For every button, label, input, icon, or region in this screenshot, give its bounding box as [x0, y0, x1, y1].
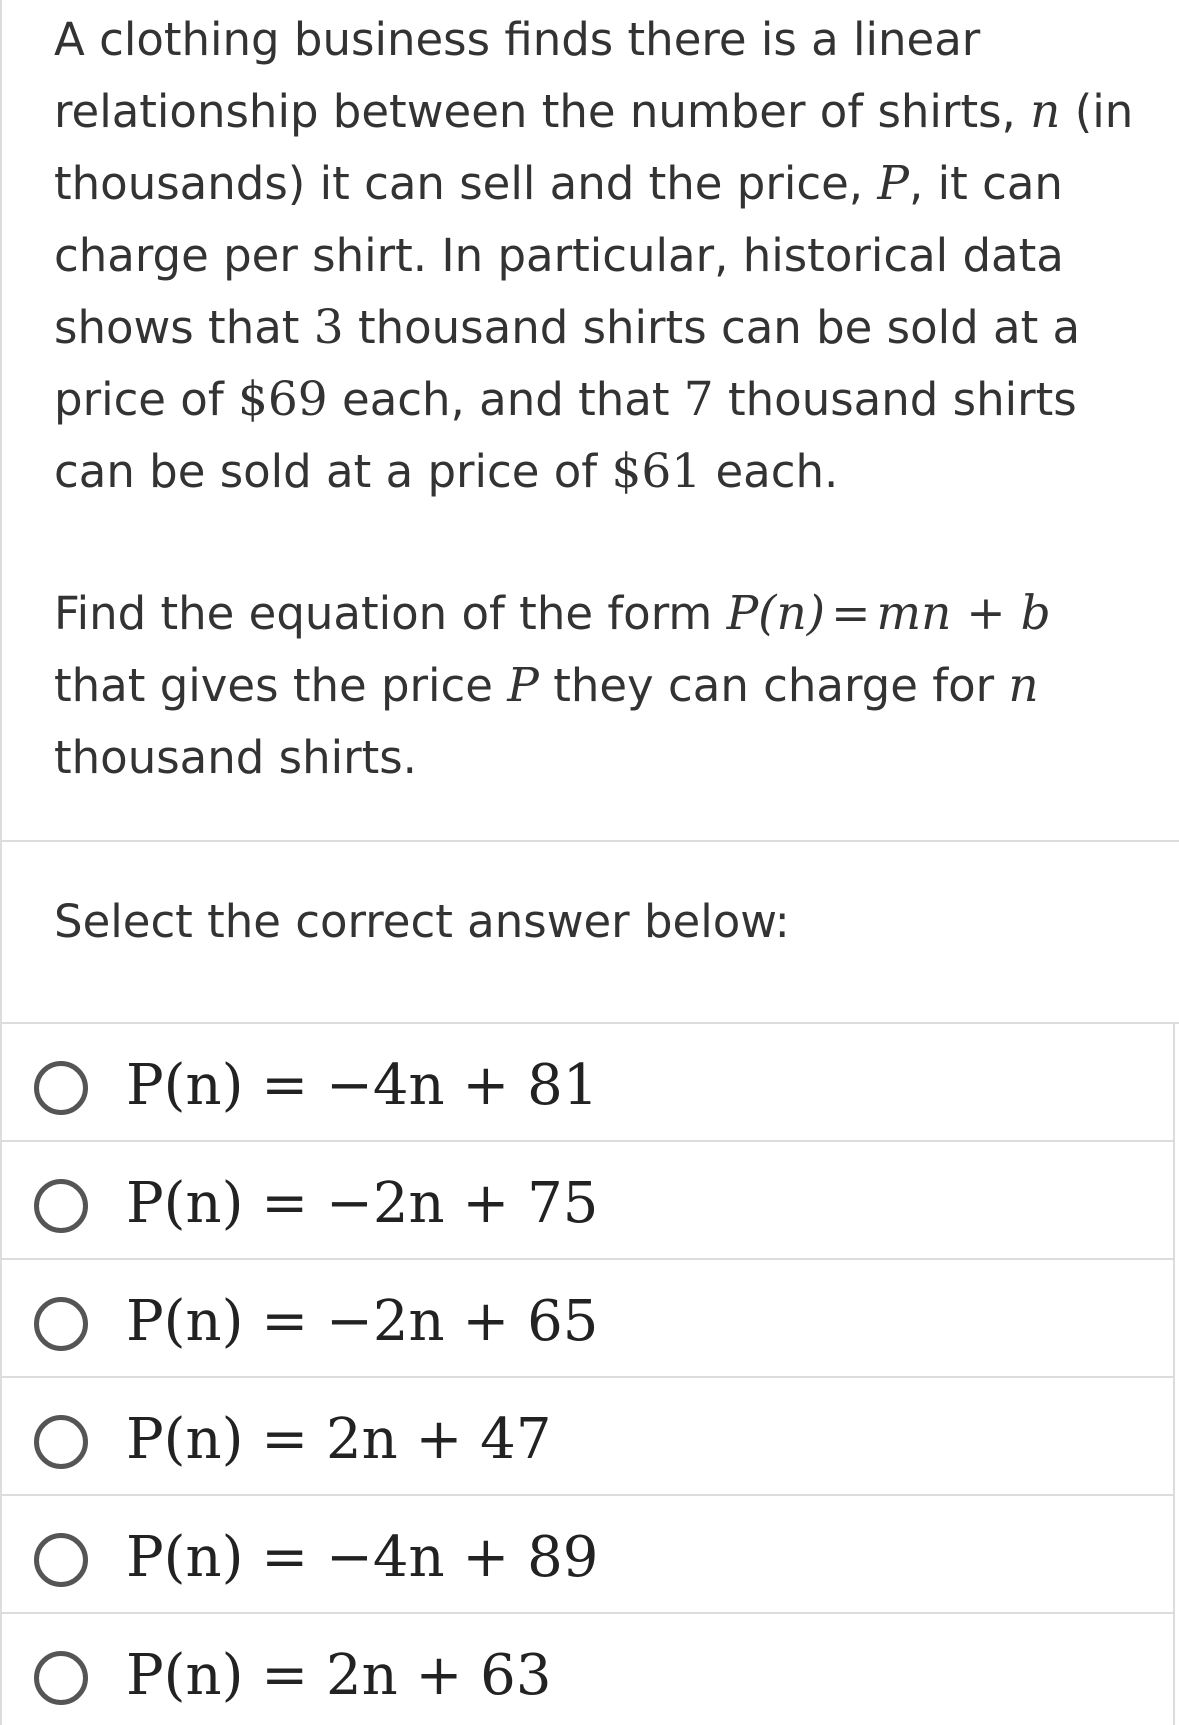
- answer-option-label: P(n) = −2n + 65: [126, 1289, 599, 1354]
- answer-option[interactable]: [2, 1378, 1175, 1496]
- question-text: they can charge for: [538, 659, 1009, 712]
- question-text: thousand shirts can be sold at a price of: [54, 373, 1077, 498]
- answer-option-label: P(n) = −4n + 81: [126, 1053, 599, 1118]
- answer-option[interactable]: [2, 1260, 1175, 1378]
- question-text: , it can charge per shirt. In particular, historical data shows that: [54, 157, 1064, 354]
- answer-option[interactable]: [2, 1024, 1175, 1142]
- radio-button[interactable]: [34, 1651, 88, 1705]
- radio-button[interactable]: [34, 1061, 88, 1115]
- question-instruction: [54, 578, 1134, 794]
- answer-prompt: Select the correct answer below:: [54, 895, 790, 948]
- math-variable-p: P: [507, 658, 539, 713]
- question-text: Find the equation of the form: [54, 587, 727, 640]
- answer-option[interactable]: [2, 1614, 1175, 1725]
- answer-options: [2, 1024, 1175, 1725]
- question-text: each, and that: [327, 373, 684, 426]
- question-text: each.: [701, 445, 839, 498]
- question-text: that gives the price: [54, 659, 508, 712]
- answer-option-label: P(n) = −2n + 75: [126, 1171, 599, 1236]
- question-text: (in thousands) it can sell and the price,: [54, 85, 1134, 210]
- answer-option[interactable]: [2, 1496, 1175, 1614]
- math-equation-lhs: P(n): [726, 586, 826, 641]
- math-variable-p: P: [877, 156, 910, 211]
- math-variable-n: n: [1030, 84, 1061, 139]
- math-price: $61: [611, 444, 702, 499]
- question-text: A clothing business finds there is a linear relationship between the number of shirts,: [54, 13, 1031, 138]
- math-variable-n: n: [1008, 658, 1039, 713]
- math-equals: =: [831, 586, 871, 641]
- radio-button[interactable]: [34, 1415, 88, 1469]
- radio-button[interactable]: [34, 1179, 88, 1233]
- question-text: thousand shirts can be sold at a price of: [54, 301, 1081, 426]
- answer-prompt-panel: [2, 842, 1179, 1024]
- math-price: $69: [237, 372, 328, 427]
- radio-button[interactable]: [34, 1297, 88, 1351]
- question-paragraph: [54, 4, 1134, 508]
- question-panel: [2, 0, 1179, 842]
- answer-option-label: P(n) = −4n + 89: [126, 1525, 599, 1590]
- math-number: 3: [313, 300, 344, 355]
- answer-option[interactable]: [2, 1142, 1175, 1260]
- question-text: thousand shirts.: [54, 731, 417, 784]
- radio-button[interactable]: [34, 1533, 88, 1587]
- answer-option-label: P(n) = 2n + 47: [126, 1407, 552, 1472]
- math-equation-rhs: mn + b: [876, 586, 1051, 641]
- answer-option-label: P(n) = 2n + 63: [126, 1643, 552, 1708]
- math-number: 7: [683, 372, 714, 427]
